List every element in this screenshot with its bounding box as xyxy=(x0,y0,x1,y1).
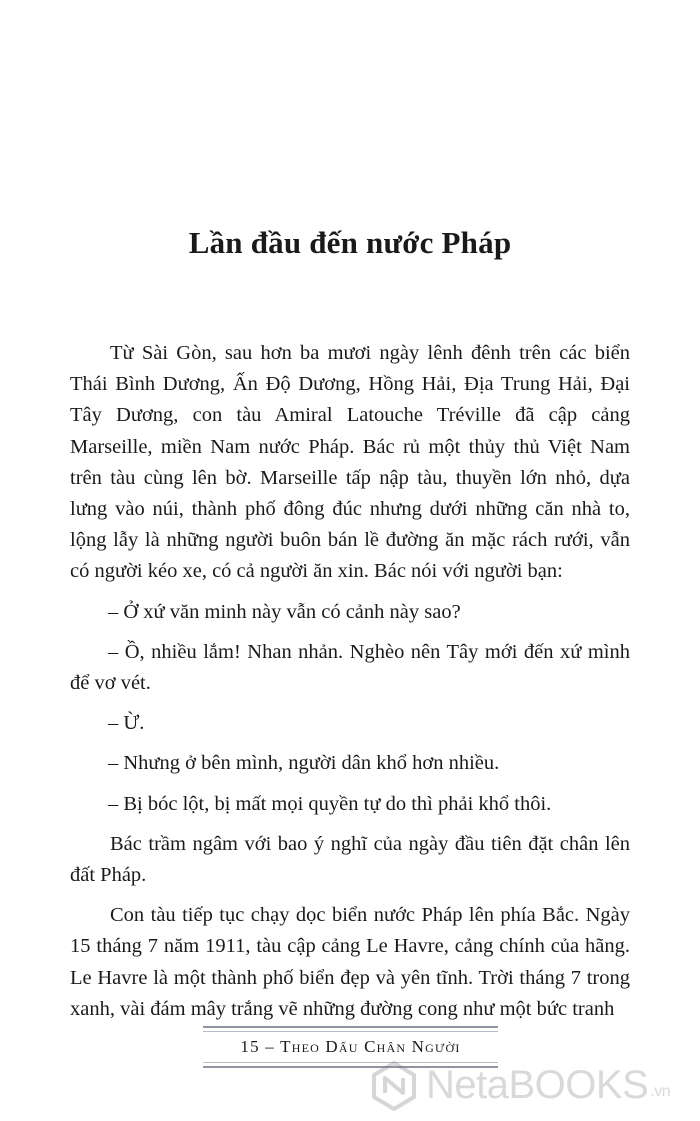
page-number: 15 xyxy=(240,1037,260,1056)
dialogue-line: – Ừ. xyxy=(108,712,145,735)
paragraph: Bác trầm ngâm với bao ý nghĩ của ngày đầu tiên đặt chân lên đất Pháp. xyxy=(70,832,630,887)
dialogue-line: – Ồ, nhiều lắm! Nhan nhản. Nghèo nên Tây mới đến xứ mình để vơ vét. xyxy=(70,640,630,695)
book-title: Theo Dấu Chân Người xyxy=(280,1037,461,1056)
dialogue-line: – Nhưng ở bên mình, người dân khổ hơn nhiều. xyxy=(108,752,500,775)
neta-logo-icon xyxy=(368,1059,420,1111)
watermark-suffix: .vn xyxy=(650,1083,671,1100)
dialogue-line: – Ở xứ văn minh này vẫn có cảnh này sao? xyxy=(108,600,461,623)
paragraph: Từ Sài Gòn, sau hơn ba mươi ngày lênh đênh trên các biển Thái Bình Dương, Ấn Độ Dương, Hồng Hải, Địa Trung Hải, Đại Tây Dương, con tàu Amiral Latouche Tréville đã cập cảng Marseille, miền Nam nước Pháp. Bác rủ một thủy thủ Việt Nam trên tàu cùng lên bờ. Marseille tấp nập tàu, thuyền lớn nhỏ, dựa lưng vào núi, thành phố đông đúc nhưng dưới những căn nhà to, lộng lẫy là những người buôn bán lề đường ăn mặc rách rưới, vẫn có người kéo xe, có cả người ăn xin. Bác nói với người bạn: xyxy=(70,342,630,583)
watermark-brand: NetaBOOKS xyxy=(426,1062,649,1107)
dialogue-line: – Bị bóc lột, bị mất mọi quyền tự do thì phải khổ thôi. xyxy=(108,792,552,815)
chapter-title: Lần đầu đến nước Pháp xyxy=(188,225,512,260)
footer-separator: – xyxy=(265,1037,275,1056)
publisher-watermark xyxy=(368,1057,670,1113)
chapter-body xyxy=(70,338,630,1034)
paragraph: Con tàu tiếp tục chạy dọc biển nước Pháp lên phía Bắc. Ngày 15 tháng 7 năm 1911, tàu cập cảng Le Havre, cảng chính của hãng. Le Havre là một thành phố biển đẹp và yên tĩnh. Trời tháng 7 trong xanh, vài đám mây trắng vẽ những đường cong như một bức tranh xyxy=(70,904,630,1020)
